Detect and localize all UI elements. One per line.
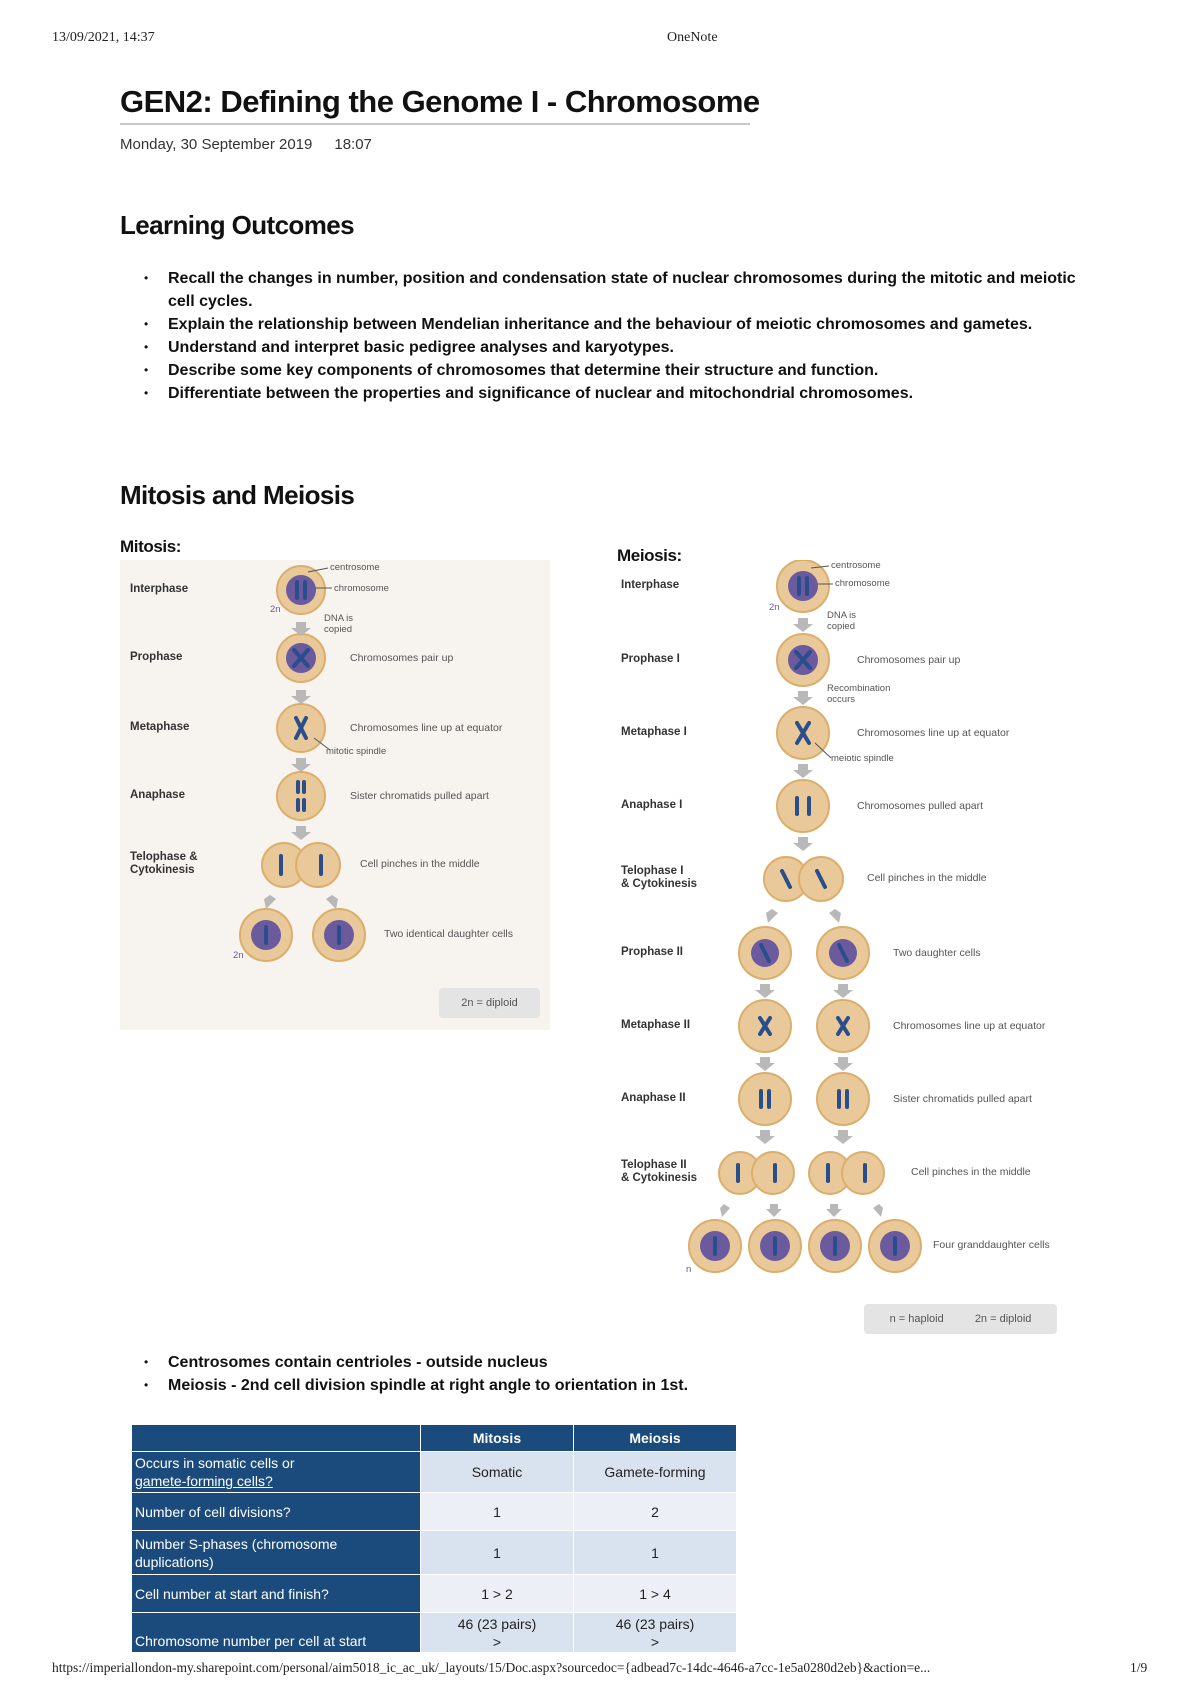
mitosis-stage-metaphase: Metaphase <box>130 721 190 733</box>
meiosis-note-equator-2: Chromosomes line up at equator <box>893 1020 1046 1032</box>
meiosis-stage-metaphase-1: Metaphase I <box>621 726 687 738</box>
meiosis-label-chromosome: chromosome <box>835 578 890 589</box>
mitosis-ploidy-bottom: 2n <box>233 950 244 961</box>
meiosis-note-pinch-2: Cell pinches in the middle <box>911 1166 1031 1178</box>
page-time-text: 18:07 <box>334 136 372 153</box>
table-row <box>132 1575 737 1613</box>
meiosis-label-recombination: Recombination <box>827 683 891 694</box>
meiosis-legend-diploid: 2n = diploid <box>974 1313 1032 1325</box>
meiosis-ploidy-bottom: n <box>686 1264 692 1275</box>
mitosis-meiosis-table <box>131 1424 737 1653</box>
mitosis-ploidy-top: 2n <box>270 604 281 615</box>
mitosis-note-sister: Sister chromatids pulled apart <box>350 790 489 802</box>
footer-url: https://imperiallondon-my.sharepoint.com/personal/aim5018_ic_ac_uk/_layouts/15/Doc.aspx?sourcedoc={adbead7c-14dc-4646-a7cc-1e5a0280d2eb}&action=e... <box>52 1660 931 1675</box>
mitosis-subheading: Mitosis: <box>120 537 182 556</box>
table-row <box>132 1452 737 1493</box>
meiosis-note-granddaughters: Four granddaughter cells <box>933 1239 1050 1251</box>
page-title: GEN2: Defining the Genome I - Chromosome <box>120 84 760 119</box>
meiosis-diagram-art <box>617 560 1062 1340</box>
meiosis-label-centrosome: centrosome <box>831 560 881 571</box>
cell-meiosis: 1 > 4 <box>574 1575 737 1613</box>
print-datetime: 13/09/2021, 14:37 <box>52 30 155 45</box>
meiosis-subheading: Meiosis: <box>617 546 682 565</box>
mitosis-stage-telophase: Telophase & <box>130 851 198 863</box>
cell-meiosis <box>574 1613 737 1653</box>
mitosis-label-chromosome: chromosome <box>334 583 389 594</box>
row-label <box>132 1452 421 1493</box>
title-underline <box>120 123 750 125</box>
row-label-line: Number S-phases (chromosome <box>135 1535 338 1552</box>
mitosis-label-copied: copied <box>324 624 352 635</box>
meiosis-stage-anaphase-2: Anaphase II <box>621 1092 686 1104</box>
meiosis-label-copied: copied <box>827 621 855 632</box>
list-item: • Describe some key components of chromosomes that determine their structure and function. <box>120 359 1085 382</box>
mitosis-note-equator: Chromosomes line up at equator <box>350 722 503 734</box>
cell-mitosis <box>421 1613 574 1653</box>
cell-mitosis: 1 > 2 <box>421 1575 574 1613</box>
mitosis-stage-interphase: Interphase <box>130 583 189 595</box>
mitosis-legend: 2n = diploid <box>439 988 540 1018</box>
meiosis-note-two-daughters: Two daughter cells <box>893 947 981 959</box>
meiosis-stage-telophase-1: Telophase I <box>621 865 684 877</box>
cell-mitosis: 1 <box>421 1531 574 1575</box>
meiosis-label-spindle: meiotic spindle <box>831 753 894 764</box>
mitosis-stage-prophase: Prophase <box>130 651 183 663</box>
footer-page-number: 1/9 <box>1130 1660 1148 1675</box>
meiosis-ploidy-top: 2n <box>769 602 780 613</box>
meiosis-stage-metaphase-2: Metaphase II <box>621 1019 691 1031</box>
cell-mitosis: Somatic <box>421 1452 574 1493</box>
row-label-line: Occurs in somatic cells or <box>135 1455 295 1471</box>
mitosis-note-pair: Chromosomes pair up <box>350 652 454 664</box>
table-row <box>132 1613 737 1653</box>
cell-meiosis: Gamete-forming <box>574 1452 737 1493</box>
list-item: • Differentiate between the properties and significance of nuclear and mitochondrial chromosomes. <box>120 382 1085 405</box>
meiosis-note-pulled: Chromosomes pulled apart <box>857 800 984 812</box>
meiosis-label-dna: DNA is <box>827 610 857 621</box>
table-row <box>132 1531 737 1575</box>
mitosis-note-pinch: Cell pinches in the middle <box>360 858 480 870</box>
cell-meiosis: 1 <box>574 1531 737 1575</box>
meiosis-stage-prophase-2: Prophase II <box>621 946 683 958</box>
row-label-line: gamete-forming cells? <box>135 1473 273 1489</box>
cell-meiosis: 2 <box>574 1493 737 1531</box>
meiosis-diagram <box>617 560 1062 1340</box>
cell-mitosis: 1 <box>421 1493 574 1531</box>
mitosis-label-centrosome: centrosome <box>330 562 380 573</box>
row-label: Chromosome number per cell at start <box>132 1613 421 1653</box>
meiosis-note-sister: Sister chromatids pulled apart <box>893 1093 1032 1105</box>
app-name: OneNote <box>667 30 718 45</box>
meiosis-stage-interphase: Interphase <box>621 579 680 591</box>
meiosis-stage-cytokinesis-2: & Cytokinesis <box>621 1172 698 1184</box>
list-item: • Understand and interpret basic pedigree analyses and karyotypes. <box>120 336 1085 359</box>
table-header-row <box>132 1425 737 1452</box>
page-date-text: Monday, 30 September 2019 <box>120 136 313 153</box>
meiosis-stage-cytokinesis-1: & Cytokinesis <box>621 878 698 890</box>
mitosis-meiosis-heading: Mitosis and Meiosis <box>120 480 355 510</box>
list-item: • Recall the changes in number, position and condensation state of nuclear chromosomes during the mitotic and meiotic cell cycles. <box>120 267 1085 313</box>
meiosis-stage-prophase-1: Prophase I <box>621 653 680 665</box>
mitosis-label-dna: DNA is <box>324 613 354 624</box>
learning-outcomes-list <box>120 267 1085 405</box>
mitosis-stage-anaphase: Anaphase <box>130 789 185 801</box>
notes-list <box>120 1351 1085 1397</box>
list-item: • Explain the relationship between Mendelian inheritance and the behaviour of meiotic chromosomes and gametes. <box>120 313 1085 336</box>
mitosis-note-daughters: Two identical daughter cells <box>384 928 513 940</box>
table-header-meiosis: Meiosis <box>574 1425 737 1452</box>
row-label-line: duplications) <box>135 1553 214 1570</box>
list-item: • Centrosomes contain centrioles - outside nucleus <box>120 1351 1085 1374</box>
mitosis-stage-cytokinesis: Cytokinesis <box>130 864 195 876</box>
meiosis-label-occurs: occurs <box>827 694 855 705</box>
meiosis-stage-telophase-2: Telophase II <box>621 1159 687 1171</box>
cell-line: 46 (23 pairs) <box>615 1615 695 1632</box>
list-item: • Meiosis - 2nd cell division spindle at right angle to orientation in 1st. <box>120 1374 1085 1397</box>
meiosis-stage-anaphase-1: Anaphase I <box>621 799 683 811</box>
table-header-empty <box>132 1425 421 1452</box>
table-header-mitosis: Mitosis <box>421 1425 574 1452</box>
page-date <box>120 136 372 153</box>
meiosis-legend-haploid: n = haploid <box>889 1313 944 1325</box>
meiosis-note-equator-1: Chromosomes line up at equator <box>857 727 1010 739</box>
table-row <box>132 1493 737 1531</box>
mitosis-diagram <box>120 560 550 1030</box>
cell-line: > <box>492 1633 502 1650</box>
learning-outcomes-heading: Learning Outcomes <box>120 210 354 240</box>
row-label: Cell number at start and finish? <box>132 1575 421 1613</box>
meiosis-note-pair: Chromosomes pair up <box>857 654 961 666</box>
meiosis-legend <box>864 1304 1057 1334</box>
mitosis-label-spindle: mitotic spindle <box>326 746 387 757</box>
cell-line: 46 (23 pairs) <box>457 1615 537 1632</box>
meiosis-note-pinch-1: Cell pinches in the middle <box>867 872 987 884</box>
cell-line: > <box>650 1633 660 1650</box>
row-label: Number of cell divisions? <box>132 1493 421 1531</box>
row-label <box>132 1531 421 1575</box>
